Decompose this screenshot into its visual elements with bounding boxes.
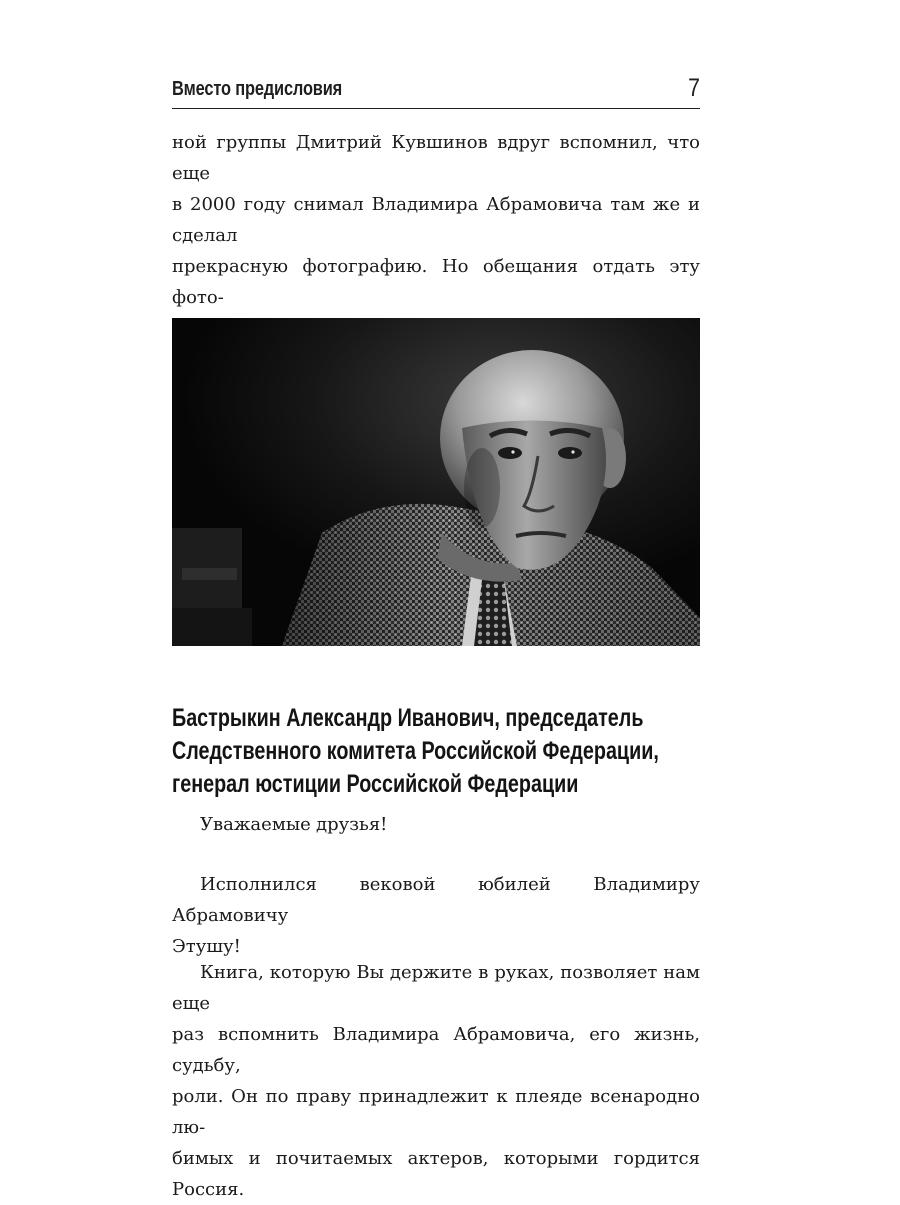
- chapter-title: Вместо предисловия: [172, 78, 343, 100]
- running-header: [172, 74, 700, 109]
- text-line: Исполнился вековой юбилей Владимиру Абрамовичу: [172, 874, 700, 926]
- jubilee-paragraph: [172, 869, 700, 962]
- section-heading: [172, 702, 659, 801]
- book-paragraph: [172, 957, 700, 1205]
- page-number: 7: [688, 74, 700, 102]
- text-line: роли. Он по праву принадлежит к плеяде всенародно лю-: [172, 1086, 700, 1138]
- text-line: бимых и почитаемых актеров, которыми гордится Россия.: [172, 1148, 700, 1200]
- text-line: в 2000 году снимал Владимира Абрамовича там же и сделал: [172, 194, 700, 246]
- text-line: Этушу!: [172, 936, 241, 957]
- heading-line: Следственного комитета Российской Федерации,: [172, 737, 659, 765]
- text-line: Книга, которую Вы держите в руках, позволяет нам еще: [172, 962, 700, 1014]
- heading-line: генерал юстиции Российской Федерации: [172, 770, 579, 798]
- greeting: Уважаемые друзья!: [200, 814, 388, 835]
- heading-line: Бастрыкин Александр Иванович, председатель: [172, 704, 644, 732]
- portrait-photo: [172, 318, 700, 646]
- text-line: прекрасную фотографию. Но обещания отдать эту фото-: [172, 256, 700, 308]
- text-line: раз вспомнить Владимира Абрамовича, его жизнь, судьбу,: [172, 1024, 700, 1076]
- text-line: ной группы Дмитрий Кувшинов вдруг вспомнил, что еще: [172, 132, 700, 184]
- greeting-paragraph: [172, 809, 700, 840]
